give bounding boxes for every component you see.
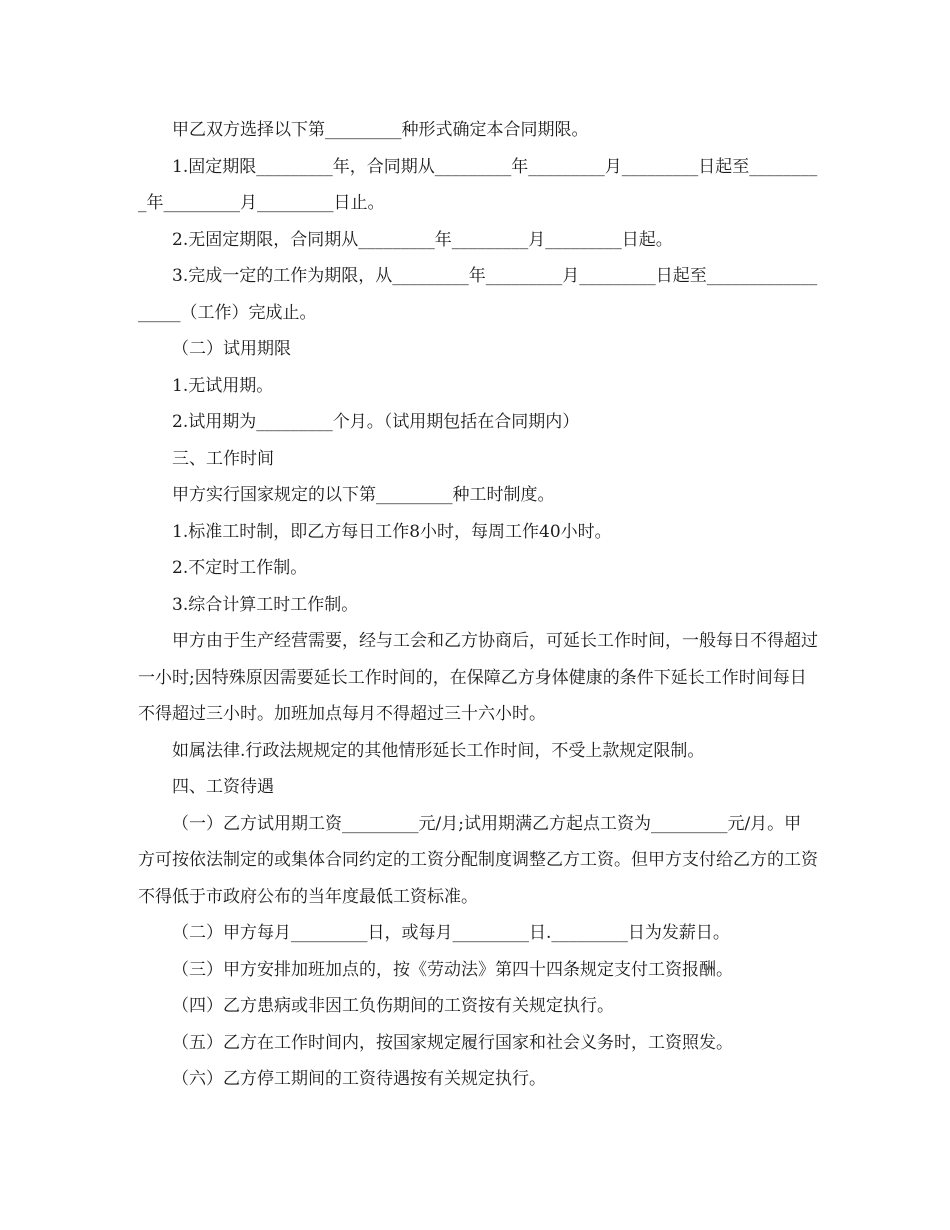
document-body: [138, 112, 818, 1098]
paragraph-civic-duty-pay: （五）乙方在工作时间内，按国家规定履行国家和社会义务时，工资照发。: [172, 1032, 733, 1053]
paragraph-sick-pay: （四）乙方患病或非因工负伤期间的工资按有关规定执行。: [172, 996, 614, 1016]
paragraph-flexible-hours: 2.不定时工作制。: [172, 558, 308, 578]
paragraph-contract-term-choice: 甲乙双方选择以下第_________种形式确定本合同期限。: [172, 120, 589, 140]
paragraph-wage-amount: （一）乙方试用期工资_________元/月;试用期满乙方起点工资为_________元/月。甲方可按依法制定的或集体合同约定的工资分配制度调整乙方工资。但甲方支付给乙方的工资不得低于市政府公布的当年度最低工资标准。: [138, 813, 818, 907]
paragraph-open-term: 2.无固定期限，合同期从_________年_________月_________日起。: [172, 229, 673, 250]
heading-probation-period: （二）试用期限: [172, 339, 291, 359]
paragraph-probation-months: 2.试用期为_________个月。（试用期包括在合同期内）: [172, 412, 580, 432]
paragraph-payday: （二）甲方每月_________日，或每月_________日._________日为发薪日。: [172, 923, 730, 943]
paragraph-fixed-term: 1.固定期限_________年，合同期从_________年_________月_________日起至_________年_________月_________日止。: [138, 156, 818, 213]
paragraph-overtime-pay: （三）甲方安排加班加点的，按《劳动法》第四十四条规定支付工资报酬。: [172, 959, 733, 980]
paragraph-comprehensive-hours: 3.综合计算工时工作制。: [172, 594, 359, 615]
paragraph-hours-system-choice: 甲方实行国家规定的以下第_________种工时制度。: [172, 485, 555, 505]
paragraph-overtime-limits: 甲方由于生产经营需要，经与工会和乙方协商后，可延长工作时间，一般每日不得超过一小时;因特殊原因需要延长工作时间的，在保障乙方身体健康的条件下延长工作时间每日不得超过三小时。加班加点每月不得超过三十六小时。: [138, 631, 818, 724]
heading-wages: 四、工资待遇: [172, 777, 274, 797]
paragraph-task-term: 3.完成一定的工作为期限，从_________年_________月_________日起至__________________（工作）完成止。: [138, 266, 818, 323]
heading-working-hours: 三、工作时间: [172, 448, 274, 469]
paragraph-suspension-pay: （六）乙方停工期间的工资待遇按有关规定执行。: [172, 1069, 546, 1089]
paragraph-no-probation: 1.无试用期。: [172, 375, 274, 396]
paragraph-legal-exceptions: 如属法律.行政法规规定的其他情形延长工作时间，不受上款规定限制。: [172, 740, 705, 761]
paragraph-standard-hours: 1.标准工时制，即乙方每日工作8小时，每周工作40小时。: [172, 521, 612, 542]
